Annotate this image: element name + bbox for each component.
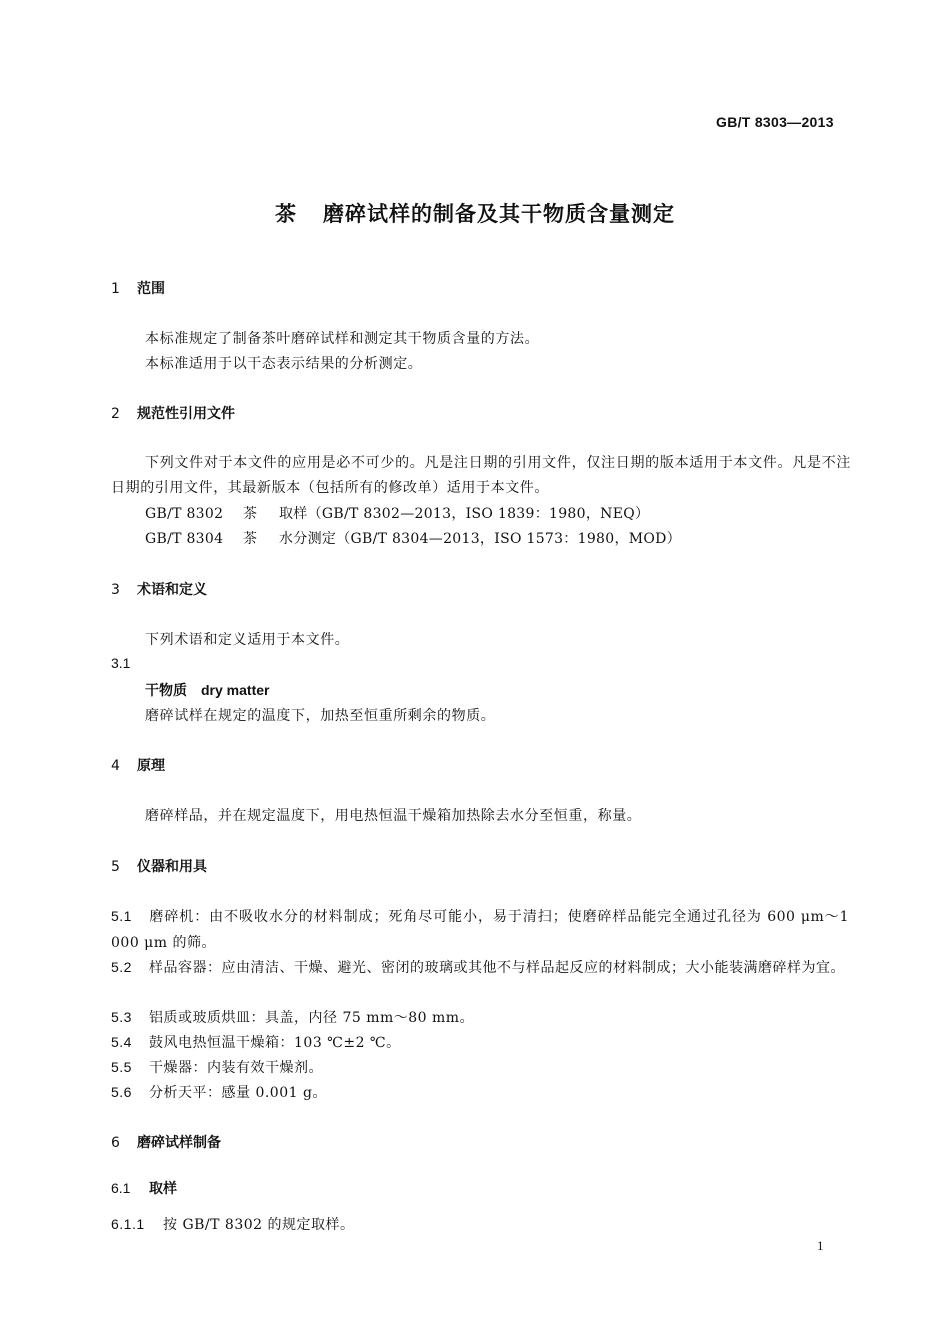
- section-1-paragraph-1: 本标准规定了制备茶叶磨碎试样和测定其干物质含量的方法。: [145, 331, 540, 347]
- reference-title: 取样（GB/T 8302—2013，ISO 1839：1980，NEQ）: [279, 506, 650, 522]
- item-number: 5.5: [111, 1059, 132, 1075]
- section-title: 磨碎试样制备: [137, 1135, 221, 1151]
- section-title: 原理: [137, 758, 165, 774]
- apparatus-item: [111, 1082, 327, 1102]
- apparatus-item: [111, 903, 849, 956]
- section-number: 4: [111, 758, 120, 774]
- clause-text: 按 GB/T 8302 的规定取样。: [163, 1217, 355, 1233]
- section-number: 2: [111, 406, 120, 422]
- section-3-paragraph: 下列术语和定义适用于本文件。: [145, 632, 350, 648]
- apparatus-item: [111, 1057, 323, 1077]
- subsection-number: 6.1: [111, 1180, 131, 1196]
- item-number: 5.2: [111, 959, 132, 975]
- item-number: 5.4: [111, 1034, 132, 1050]
- item-text: 鼓风电热恒温干燥箱：103 ℃±2 ℃。: [149, 1035, 401, 1051]
- term-chinese: 干物质: [145, 683, 187, 699]
- apparatus-item: [111, 954, 849, 981]
- term-definition: 磨碎试样在规定的温度下，加热至恒重所剩余的物质。: [145, 708, 496, 724]
- item-number: 5.6: [111, 1084, 132, 1100]
- section-title: 范围: [137, 281, 165, 297]
- section-1-heading: [111, 278, 165, 298]
- apparatus-item: [111, 1032, 401, 1052]
- reference-category: 茶: [243, 531, 258, 547]
- item-text: 磨碎机：由不吸收水分的材料制成；死角尽可能小，易于清扫；使磨碎样品能完全通过孔径为 600 μm～1 000 μm 的筛。: [111, 909, 849, 951]
- subsection-heading: [111, 1178, 177, 1198]
- section-2-paragraph: 下列文件对于本文件的应用是必不可少的。凡是注日期的引用文件，仅注日期的版本适用于本文件。凡是不注日期的引用文件，其最新版本（包括所有的修改单）适用于本文件。: [111, 455, 851, 496]
- section-1-paragraph-2: 本标准适用于以干态表示结果的分析测定。: [145, 356, 423, 372]
- title-part-1: 茶: [275, 202, 297, 226]
- section-6-heading: [111, 1132, 221, 1152]
- section-3-heading: [111, 579, 207, 599]
- section-title: 规范性引用文件: [137, 406, 235, 422]
- reference-code: GB/T 8302: [145, 506, 224, 522]
- clause: [111, 1214, 355, 1234]
- section-number: 5: [111, 859, 120, 875]
- term-entry: [145, 680, 269, 700]
- section-number: 1: [111, 281, 120, 297]
- reference-category: 茶: [243, 506, 258, 522]
- page-number: 1: [817, 1238, 824, 1253]
- item-number: 5.3: [111, 1009, 132, 1025]
- item-number: 5.1: [111, 908, 132, 924]
- clause-number: 6.1.1: [111, 1216, 145, 1232]
- item-text: 样品容器：应由清洁、干燥、避光、密闭的玻璃或其他不与样品起反应的材料制成；大小能装满磨碎样为宜。: [149, 960, 845, 976]
- subsection-title: 取样: [149, 1181, 177, 1197]
- section-number: 3: [111, 582, 120, 598]
- item-text: 分析天平：感量 0.001 g。: [149, 1085, 327, 1101]
- section-title: 仪器和用具: [137, 859, 207, 875]
- reference-title: 水分测定（GB/T 8304—2013，ISO 1573：1980，MOD）: [279, 531, 681, 547]
- section-number: 6: [111, 1135, 120, 1151]
- section-5-heading: [111, 856, 207, 876]
- section-2-heading: [111, 403, 235, 423]
- reference-item: [145, 503, 649, 523]
- term-english: dry matter: [201, 682, 270, 698]
- standard-number: GB/T 8303—2013: [716, 114, 834, 130]
- section-4-heading: [111, 755, 165, 775]
- reference-item: [145, 528, 681, 548]
- item-text: 干燥器：内装有效干燥剂。: [149, 1060, 323, 1076]
- page-title: [0, 198, 950, 228]
- section-title: 术语和定义: [137, 582, 207, 598]
- item-text: 铝质或玻质烘皿：具盖，内径 75 mm～80 mm。: [149, 1010, 475, 1026]
- apparatus-item: [111, 1007, 474, 1027]
- title-part-2: 磨碎试样的制备及其干物质含量测定: [323, 202, 675, 226]
- term-number: 3.1: [111, 655, 131, 671]
- reference-code: GB/T 8304: [145, 531, 224, 547]
- section-4-paragraph: 磨碎样品，并在规定温度下，用电热恒温干燥箱加热除去水分至恒重，称量。: [145, 808, 642, 824]
